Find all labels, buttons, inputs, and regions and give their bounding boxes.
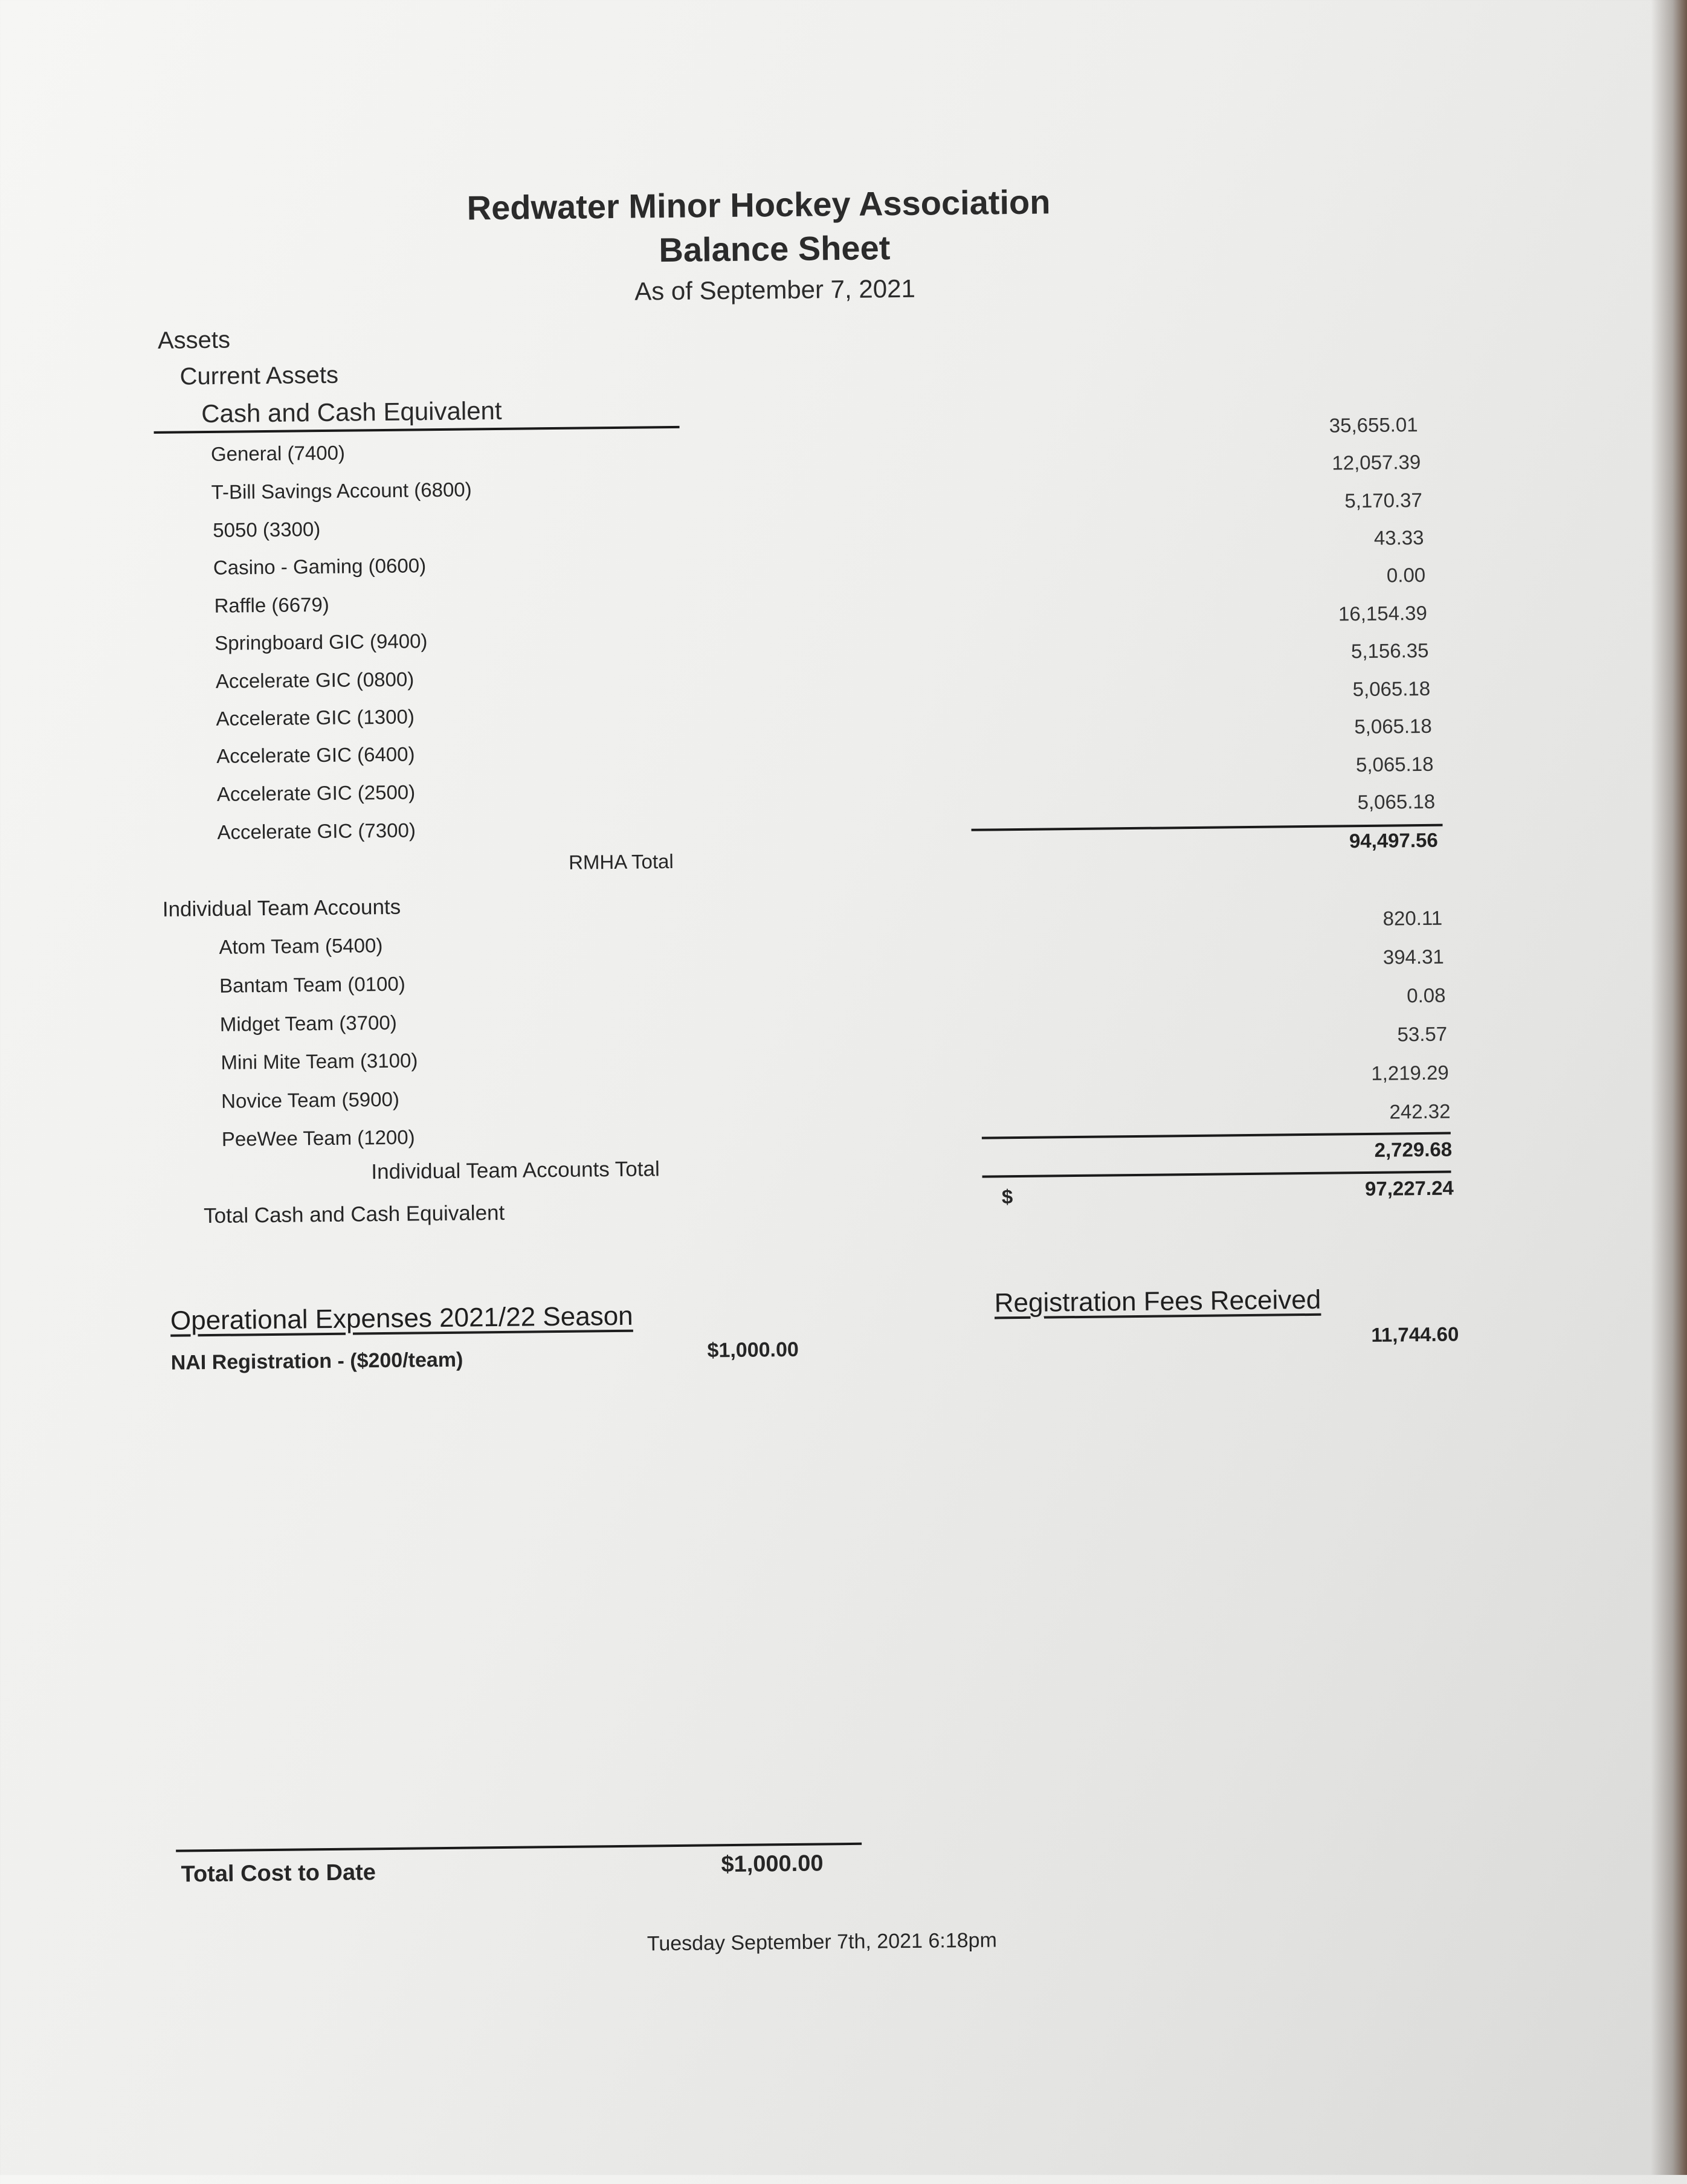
account-label: Accelerate GIC (0800)	[215, 668, 414, 692]
rmha-total-amount: 94,497.56	[1349, 828, 1438, 852]
team-amount: 242.32	[1389, 1100, 1451, 1123]
expenses-heading: Operational Expenses 2021/22 Season	[170, 1301, 633, 1336]
account-amount: 5,170.37	[1344, 488, 1423, 512]
rmha-total-label: RMHA Total	[568, 849, 674, 874]
team-total-amount: 2,729.68	[1374, 1138, 1453, 1161]
account-label: T-Bill Savings Account (6800)	[211, 478, 472, 503]
team-label: Mini Mite Team (3100)	[221, 1049, 418, 1074]
team-amount: 1,219.29	[1371, 1061, 1449, 1084]
account-amount: 5,065.18	[1354, 714, 1432, 738]
total-cost-label: Total Cost to Date	[181, 1860, 376, 1887]
currency-symbol: $	[1001, 1185, 1013, 1208]
team-label: Atom Team (5400)	[219, 934, 383, 958]
account-label: Raffle (6679)	[214, 593, 329, 617]
team-label: Bantam Team (0100)	[219, 972, 405, 997]
footer-timestamp: Tuesday September 7th, 2021 6:18pm	[647, 1928, 997, 1956]
account-label: General (7400)	[210, 441, 346, 465]
account-label: Accelerate GIC (2500)	[216, 781, 416, 805]
team-amount: 820.11	[1382, 906, 1443, 930]
registration-amount: 11,744.60	[1371, 1322, 1459, 1346]
account-label: Accelerate GIC (1300)	[216, 705, 415, 730]
cash-heading: Cash and Cash Equivalent	[201, 396, 502, 428]
account-amount: 16,154.39	[1338, 601, 1428, 625]
cash-total-amount: 97,227.24	[1364, 1176, 1454, 1200]
team-label: Novice Team (5900)	[221, 1087, 400, 1112]
table-edge-background	[1651, 0, 1687, 2175]
cash-total-label: Total Cash and Cash Equivalent	[203, 1200, 505, 1228]
expense-amount: $1,000.00	[707, 1338, 799, 1362]
account-amount: 5,156.35	[1350, 639, 1429, 663]
total-cost-amount: $1,000.00	[721, 1851, 824, 1878]
account-label: Casino - Gaming (0600)	[213, 554, 427, 579]
account-amount: 5,065.18	[1355, 752, 1434, 776]
team-label: Midget Team (3700)	[219, 1011, 397, 1036]
account-amount: 0.00	[1386, 563, 1426, 587]
account-label: 5050 (3300)	[213, 518, 321, 541]
account-amount: 43.33	[1373, 526, 1424, 549]
organization-title: Redwater Minor Hockey Association	[466, 182, 1051, 227]
team-total-label: Individual Team Accounts Total	[371, 1157, 660, 1184]
team-accounts-heading: Individual Team Accounts	[162, 895, 401, 921]
account-amount: 5,065.18	[1352, 677, 1431, 701]
expense-label: NAI Registration - ($200/team)	[170, 1348, 463, 1374]
team-amount: 53.57	[1397, 1022, 1448, 1046]
assets-heading: Assets	[157, 326, 231, 354]
team-amount: 394.31	[1382, 945, 1444, 968]
total-cost-rule	[176, 1843, 862, 1852]
account-label: Accelerate GIC (7300)	[217, 819, 416, 843]
account-label: Accelerate GIC (6400)	[216, 742, 415, 767]
report-title: Balance Sheet	[659, 228, 891, 269]
current-assets-heading: Current Assets	[179, 361, 339, 390]
account-amount: 35,655.01	[1329, 413, 1418, 437]
account-amount: 12,057.39	[1332, 450, 1421, 474]
account-label: Springboard GIC (9400)	[215, 630, 428, 654]
report-date: As of September 7, 2021	[634, 274, 916, 306]
registration-heading: Registration Fees Received	[994, 1284, 1321, 1318]
team-label: PeeWee Team (1200)	[221, 1126, 415, 1150]
team-amount: 0.08	[1407, 984, 1446, 1007]
account-amount: 5,065.18	[1357, 790, 1436, 814]
